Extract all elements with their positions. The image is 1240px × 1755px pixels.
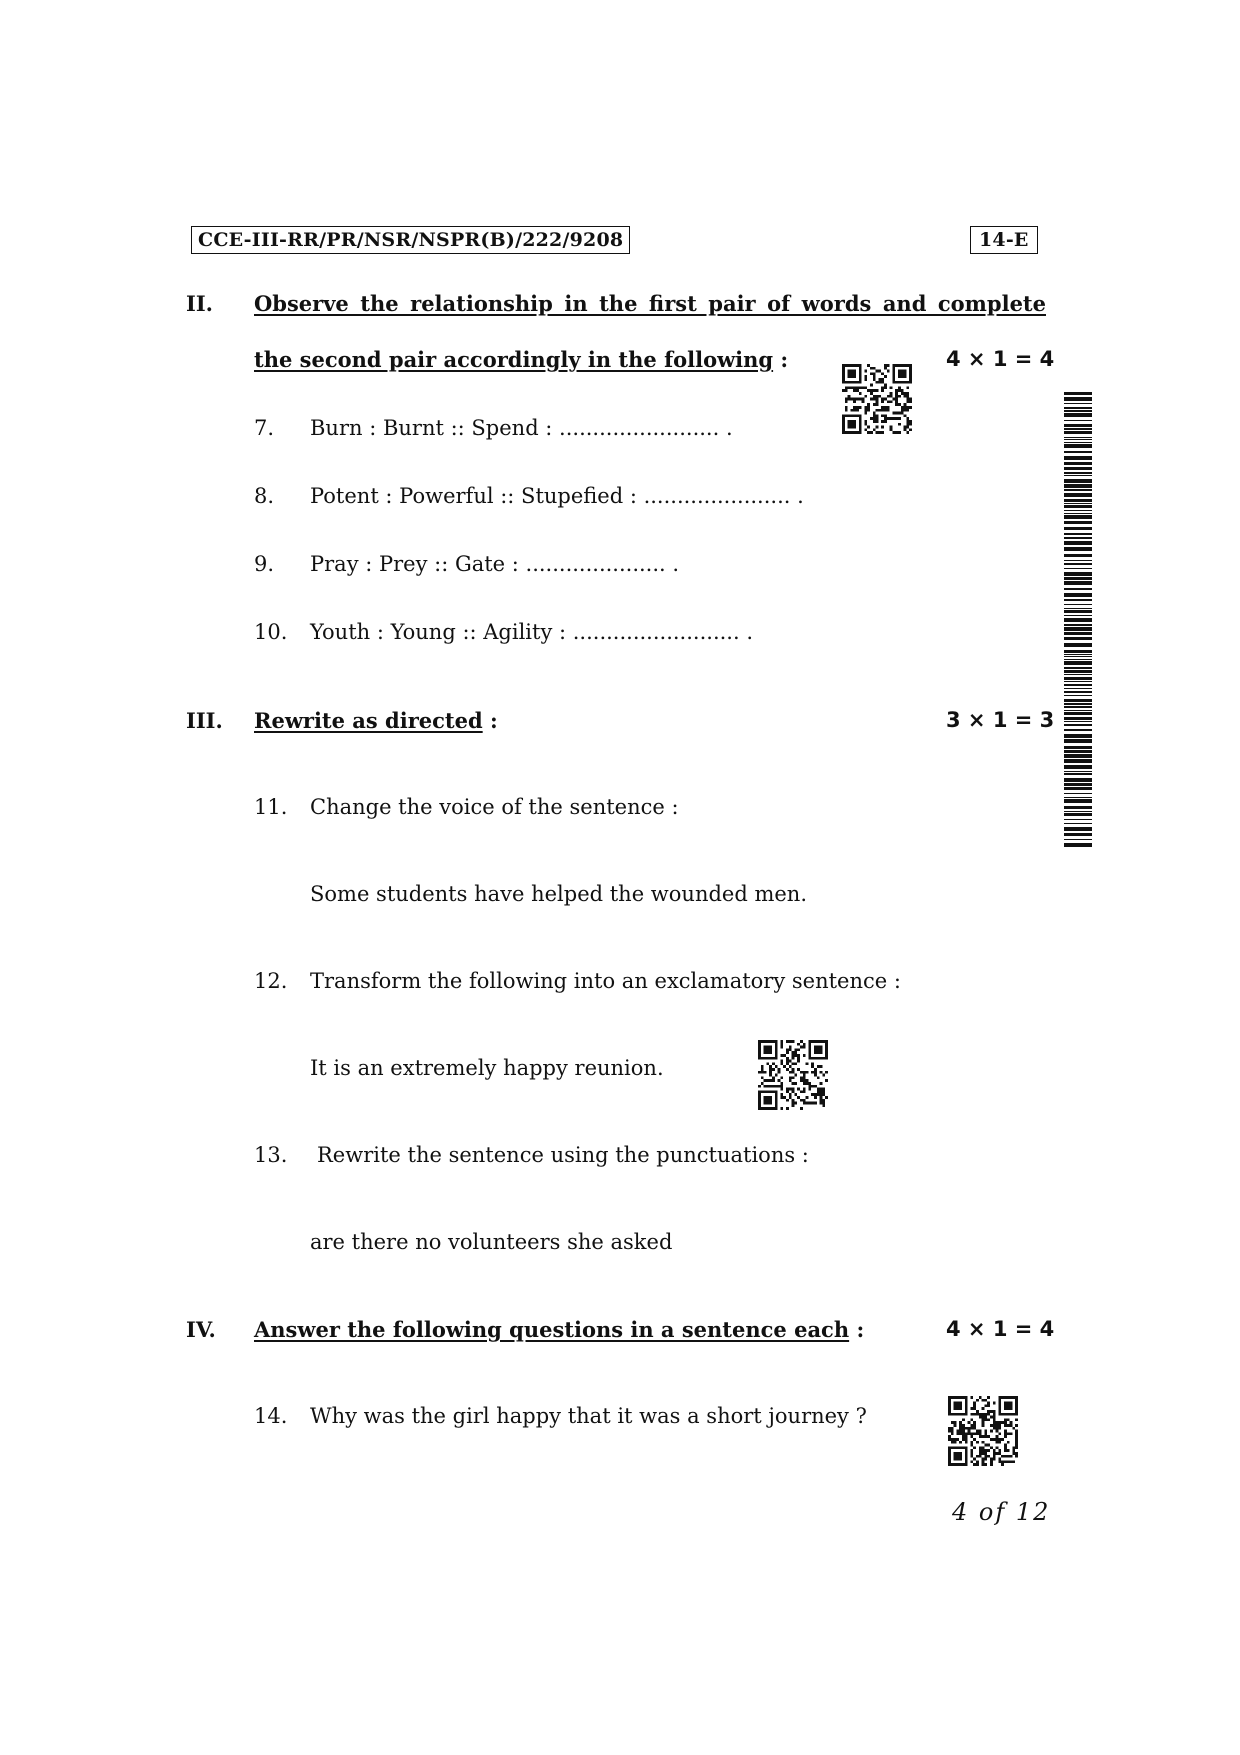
question-number: 14. — [254, 1404, 288, 1428]
section-heading: Answer the following questions in a sentence each : — [254, 1317, 865, 1342]
question-text: Potent : Powerful :: Stupefied : ...................... . — [310, 484, 804, 508]
question-subtext: Some students have helped the wounded men. — [310, 882, 808, 906]
question-text: Pray : Prey :: Gate : ..................... . — [310, 552, 680, 576]
paper-version: 14-E — [970, 226, 1038, 254]
question-text: Transform the following into an exclamatory sentence : — [310, 969, 901, 993]
question-subtext: It is an extremely happy reunion. — [310, 1056, 664, 1080]
question-text: Burn : Burnt :: Spend : ........................ . — [310, 416, 733, 440]
paper-code: CCE-III-RR/PR/NSR/NSPR(B)/222/9208 — [191, 226, 630, 254]
question-number: 11. — [254, 795, 288, 819]
section-number: II. — [186, 291, 213, 316]
qr-code-icon — [948, 1396, 1018, 1466]
section-heading: Rewrite as directed : — [254, 708, 498, 733]
question-number: 7. — [254, 416, 275, 440]
question-number: 9. — [254, 552, 275, 576]
section-marks: 4 × 1 = 4 — [946, 1317, 1055, 1341]
section-heading-continued: the second pair accordingly in the following : — [254, 347, 789, 372]
page-number: 4 of 12 — [952, 1498, 1051, 1526]
section-marks: 3 × 1 = 3 — [946, 708, 1055, 732]
question-text: Youth : Young :: Agility : ......................... . — [310, 620, 753, 644]
qr-code-icon — [758, 1040, 828, 1110]
section-number: III. — [186, 708, 223, 733]
barcode-icon — [1064, 392, 1092, 850]
question-number: 8. — [254, 484, 275, 508]
question-text: Why was the girl happy that it was a short journey ? — [310, 1404, 867, 1428]
section-number: IV. — [186, 1317, 216, 1342]
qr-code-icon — [842, 364, 912, 434]
question-text: Rewrite the sentence using the punctuations : — [317, 1143, 809, 1167]
question-number: 13. — [254, 1143, 288, 1167]
question-subtext: are there no volunteers she asked — [310, 1230, 673, 1254]
question-number: 10. — [254, 620, 288, 644]
section-heading: Observe the relationship in the first pair of words and complete — [254, 291, 1046, 316]
section-marks: 4 × 1 = 4 — [946, 347, 1055, 371]
question-number: 12. — [254, 969, 288, 993]
question-text: Change the voice of the sentence : — [310, 795, 679, 819]
